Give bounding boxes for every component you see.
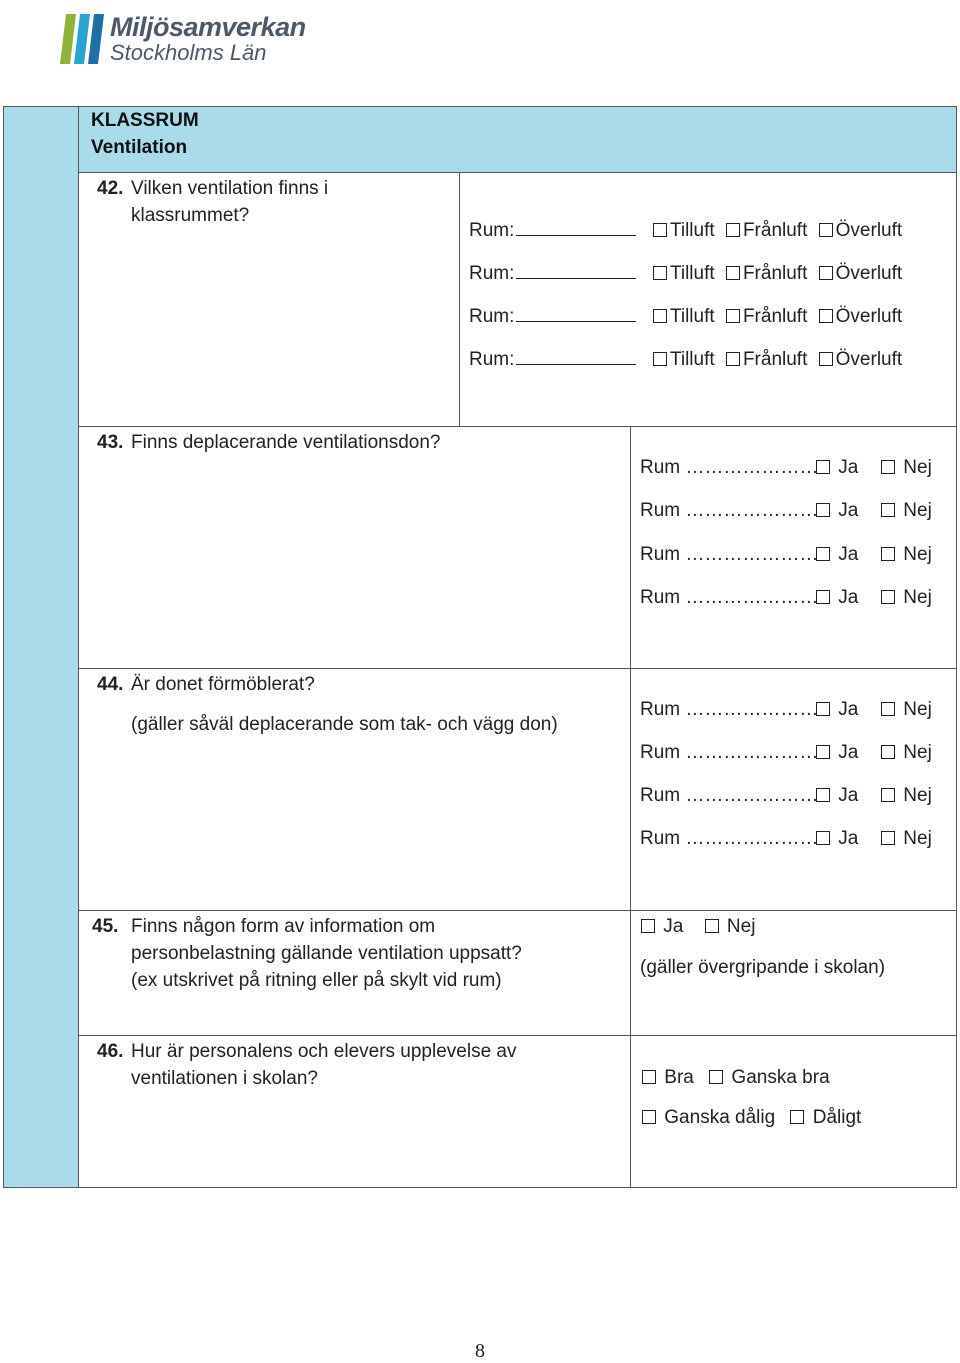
question-45-text2: personbelastning gällande ventilation uppsatt? bbox=[131, 943, 522, 964]
option-label: Tilluft bbox=[669, 349, 715, 370]
room-input[interactable] bbox=[516, 260, 636, 279]
option-label: Överluft bbox=[835, 306, 903, 327]
checkbox-ja[interactable] bbox=[816, 590, 830, 604]
checkbox-overluft[interactable] bbox=[819, 266, 833, 280]
option-label: Dåligt bbox=[812, 1107, 862, 1128]
checkbox-daligt[interactable] bbox=[790, 1110, 804, 1124]
room-dots[interactable]: ………………… bbox=[685, 828, 819, 849]
option-label: Överluft bbox=[835, 349, 903, 370]
checkbox-tilluft[interactable] bbox=[653, 266, 667, 280]
room-label: Rum bbox=[640, 587, 681, 608]
checkbox-nej[interactable] bbox=[881, 788, 895, 802]
room-yes-no-row bbox=[640, 699, 932, 721]
page-number: 8 bbox=[475, 1340, 485, 1362]
room-dots[interactable]: ………………… bbox=[685, 785, 819, 806]
section-header bbox=[79, 107, 956, 173]
section-subtitle: Ventilation bbox=[91, 137, 188, 158]
question-42-text2: klassrummet? bbox=[131, 205, 250, 226]
option-label: Ganska dålig bbox=[664, 1107, 776, 1128]
checkbox-ja[interactable] bbox=[816, 503, 830, 517]
no-label: Nej bbox=[903, 785, 932, 806]
question-44-row bbox=[79, 669, 956, 911]
yes-label: Ja bbox=[838, 457, 859, 478]
room-input[interactable] bbox=[516, 303, 636, 322]
logo-mark-icon bbox=[60, 14, 108, 64]
checkbox-nej[interactable] bbox=[881, 745, 895, 759]
no-label: Nej bbox=[903, 742, 932, 763]
form-table bbox=[3, 106, 957, 1188]
checkbox-franluft[interactable] bbox=[726, 309, 740, 323]
checkbox-ja[interactable] bbox=[816, 745, 830, 759]
checkbox-ganska-bra[interactable] bbox=[709, 1070, 723, 1084]
question-46-text2: ventilationen i skolan? bbox=[131, 1068, 318, 1089]
room-dots[interactable]: ………………… bbox=[685, 544, 819, 565]
question-number: 46. bbox=[97, 1041, 124, 1062]
checkbox-ganska-dalig[interactable] bbox=[642, 1110, 656, 1124]
yes-label: Ja bbox=[838, 785, 859, 806]
room-dots[interactable]: ………………… bbox=[685, 699, 819, 720]
room-label: Rum: bbox=[469, 263, 515, 284]
option-label: Frånluft bbox=[742, 220, 808, 241]
checkbox-ja[interactable] bbox=[641, 919, 655, 933]
logo bbox=[60, 12, 340, 66]
yes-label: Ja bbox=[838, 699, 859, 720]
question-number: 44. bbox=[97, 674, 124, 695]
checkbox-overluft[interactable] bbox=[819, 309, 833, 323]
checkbox-overluft[interactable] bbox=[819, 223, 833, 237]
checkbox-nej[interactable] bbox=[705, 919, 719, 933]
room-yes-no-row bbox=[640, 544, 932, 566]
no-label: Nej bbox=[903, 544, 932, 565]
question-number: 45. bbox=[92, 916, 119, 937]
checkbox-tilluft[interactable] bbox=[653, 352, 667, 366]
option-label: Frånluft bbox=[742, 349, 808, 370]
checkbox-nej[interactable] bbox=[881, 702, 895, 716]
room-label: Rum bbox=[640, 457, 681, 478]
yes-label: Ja bbox=[838, 544, 859, 565]
logo-line1: Miljösamverkan bbox=[110, 12, 306, 42]
no-label: Nej bbox=[903, 699, 932, 720]
room-yes-no-row bbox=[640, 828, 932, 850]
question-number: 43. bbox=[97, 432, 124, 453]
no-label: Nej bbox=[903, 457, 932, 478]
room-dots[interactable]: ………………… bbox=[685, 742, 819, 763]
checkbox-nej[interactable] bbox=[881, 831, 895, 845]
room-label: Rum bbox=[640, 785, 681, 806]
question-46-text1: Hur är personalens och elevers upplevelse av bbox=[131, 1041, 517, 1062]
checkbox-overluft[interactable] bbox=[819, 352, 833, 366]
question-42 bbox=[97, 175, 123, 202]
question-43-text: Finns deplacerande ventilationsdon? bbox=[131, 432, 441, 453]
room-label: Rum: bbox=[469, 306, 515, 327]
yes-label: Ja bbox=[838, 828, 859, 849]
no-label: Nej bbox=[726, 916, 756, 937]
yes-label: Ja bbox=[663, 916, 684, 937]
option-label: Tilluft bbox=[669, 306, 715, 327]
option-label: Tilluft bbox=[669, 263, 715, 284]
option-label: Överluft bbox=[835, 220, 903, 241]
room-ventilation-row bbox=[469, 260, 902, 285]
option-label: Frånluft bbox=[742, 263, 808, 284]
question-43-row bbox=[79, 427, 956, 669]
checkbox-ja[interactable] bbox=[816, 460, 830, 474]
room-input[interactable] bbox=[516, 346, 636, 365]
checkbox-tilluft[interactable] bbox=[653, 223, 667, 237]
question-45-row bbox=[79, 911, 956, 1036]
room-yes-no-row bbox=[640, 587, 932, 609]
option-label: Tilluft bbox=[669, 220, 715, 241]
yes-label: Ja bbox=[838, 742, 859, 763]
room-label: Rum bbox=[640, 544, 681, 565]
section-title: KLASSRUM bbox=[91, 110, 199, 131]
room-label: Rum: bbox=[469, 349, 515, 370]
checkbox-franluft[interactable] bbox=[726, 266, 740, 280]
checkbox-nej[interactable] bbox=[881, 503, 895, 517]
yes-no-row bbox=[641, 916, 755, 938]
checkbox-ja[interactable] bbox=[816, 702, 830, 716]
checkbox-franluft[interactable] bbox=[726, 223, 740, 237]
checkbox-tilluft[interactable] bbox=[653, 309, 667, 323]
room-label: Rum bbox=[640, 828, 681, 849]
question-46-row bbox=[79, 1036, 956, 1188]
question-45-note: (gäller övergripande i skolan) bbox=[640, 957, 886, 978]
checkbox-nej[interactable] bbox=[881, 590, 895, 604]
room-ventilation-row bbox=[469, 217, 902, 242]
option-label: Bra bbox=[664, 1067, 694, 1088]
room-ventilation-row bbox=[469, 303, 902, 328]
no-label: Nej bbox=[903, 587, 932, 608]
checkbox-nej[interactable] bbox=[881, 547, 895, 561]
option-label: Överluft bbox=[835, 263, 903, 284]
room-label: Rum bbox=[640, 500, 681, 521]
left-color-bar bbox=[4, 107, 79, 1187]
question-number: 42. bbox=[97, 178, 124, 199]
room-yes-no-row bbox=[640, 785, 932, 807]
room-yes-no-row bbox=[640, 457, 932, 479]
question-42-text1: Vilken ventilation finns i bbox=[131, 178, 329, 199]
logo-line2: Stockholms Län bbox=[110, 40, 267, 65]
room-yes-no-row bbox=[640, 500, 932, 522]
checkbox-ja[interactable] bbox=[816, 547, 830, 561]
checkbox-franluft[interactable] bbox=[726, 352, 740, 366]
checkbox-ja[interactable] bbox=[816, 788, 830, 802]
no-label: Nej bbox=[903, 828, 932, 849]
yes-label: Ja bbox=[838, 587, 859, 608]
room-dots[interactable]: ………………… bbox=[685, 457, 819, 478]
question-44-note: (gäller såväl deplacerande som tak- och vägg don) bbox=[131, 714, 558, 735]
rating-row bbox=[642, 1067, 830, 1089]
room-label: Rum: bbox=[469, 220, 515, 241]
room-yes-no-row bbox=[640, 742, 932, 764]
question-44-text: Är donet förmöblerat? bbox=[131, 674, 315, 695]
option-label: Frånluft bbox=[742, 306, 808, 327]
checkbox-ja[interactable] bbox=[816, 831, 830, 845]
checkbox-bra[interactable] bbox=[642, 1070, 656, 1084]
room-dots[interactable]: ………………… bbox=[685, 587, 819, 608]
rating-row bbox=[642, 1107, 861, 1129]
room-ventilation-row bbox=[469, 346, 902, 371]
yes-label: Ja bbox=[838, 500, 859, 521]
checkbox-nej[interactable] bbox=[881, 460, 895, 474]
room-label: Rum bbox=[640, 699, 681, 720]
room-label: Rum bbox=[640, 742, 681, 763]
question-45-text1: Finns någon form av information om bbox=[131, 916, 436, 937]
option-label: Ganska bra bbox=[731, 1067, 830, 1088]
question-42-row bbox=[79, 173, 956, 427]
room-dots[interactable]: ………………… bbox=[685, 500, 819, 521]
no-label: Nej bbox=[903, 500, 932, 521]
question-45-text3: (ex utskrivet på ritning eller på skylt vid rum) bbox=[131, 970, 502, 991]
room-input[interactable] bbox=[516, 217, 636, 236]
